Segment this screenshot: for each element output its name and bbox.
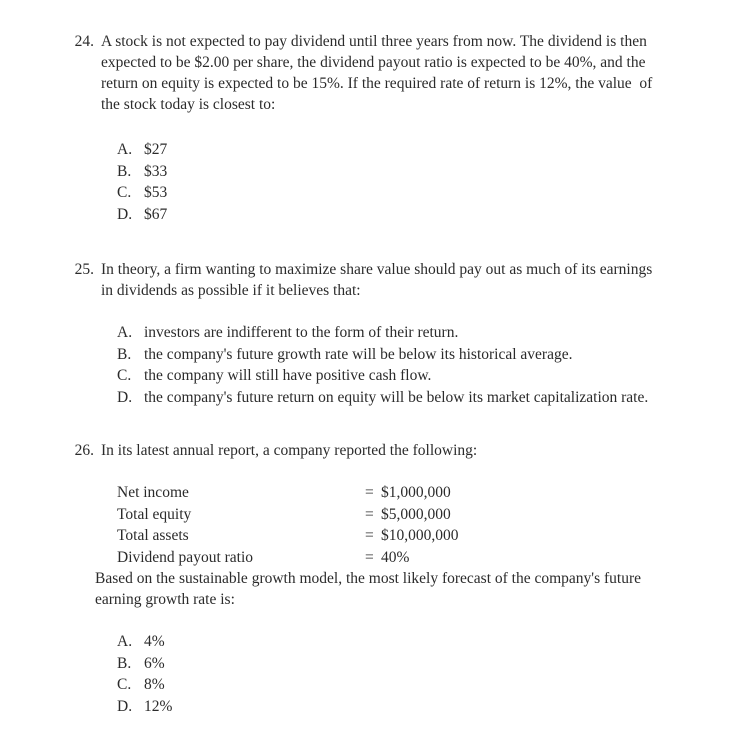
question-25-option-c[interactable] bbox=[117, 365, 745, 387]
question-26-options bbox=[0, 631, 745, 717]
question-24-option-b[interactable] bbox=[117, 161, 745, 183]
question-26-trailing-text bbox=[0, 568, 745, 610]
question-26-option-b[interactable] bbox=[117, 653, 745, 675]
table-cell-equals: = bbox=[365, 548, 374, 566]
table-cell-label: Total assets bbox=[117, 527, 189, 544]
option-text: 8% bbox=[144, 676, 165, 693]
table-cell-value: $1,000,000 bbox=[381, 484, 451, 501]
question-26-financial-table bbox=[0, 482, 745, 568]
table-cell-equals: = bbox=[365, 527, 374, 544]
question-25-stem bbox=[101, 259, 679, 301]
table-cell-equals: = bbox=[365, 505, 374, 523]
question-26-trailing-line-2: earning growth rate is: bbox=[95, 591, 235, 608]
option-letter: C. bbox=[117, 676, 132, 693]
question-26-option-d[interactable] bbox=[117, 696, 745, 718]
question-24-stem-line-3: return on equity is expected to be 15%. If the required rate of return is 12%, the value of bbox=[101, 75, 653, 92]
table-cell-label: Net income bbox=[117, 484, 189, 501]
question-26-stem-line-1: In its latest annual report, a company reported the following: bbox=[101, 442, 478, 459]
question-24 bbox=[0, 31, 745, 115]
question-26-option-a[interactable] bbox=[117, 631, 745, 653]
question-25-stem-line-2: in dividends as possible if it believes that: bbox=[101, 282, 361, 299]
table-cell-value: $10,000,000 bbox=[381, 527, 459, 544]
question-24-options bbox=[0, 139, 745, 225]
table-row bbox=[117, 525, 745, 547]
option-text: the company's future growth rate will be below its historical average. bbox=[144, 345, 573, 363]
question-25-option-b[interactable] bbox=[117, 344, 745, 366]
option-letter: A. bbox=[117, 633, 133, 650]
question-26-stem bbox=[101, 440, 679, 461]
table-cell-value: 40% bbox=[381, 548, 410, 566]
table-row bbox=[117, 504, 745, 526]
question-24-option-d[interactable] bbox=[117, 204, 745, 226]
option-text: $27 bbox=[144, 141, 168, 158]
question-25-option-d[interactable] bbox=[117, 387, 745, 409]
option-letter: B. bbox=[117, 162, 132, 180]
option-letter: B. bbox=[117, 345, 132, 363]
option-text: 6% bbox=[144, 654, 165, 672]
option-text: 4% bbox=[144, 633, 165, 650]
question-25-options bbox=[0, 322, 745, 408]
question-24-option-a[interactable] bbox=[117, 139, 745, 161]
question-24-stem bbox=[101, 31, 679, 115]
option-text: investors are indifferent to the form of their return. bbox=[144, 324, 459, 341]
table-cell-label: Dividend payout ratio bbox=[117, 548, 254, 566]
question-24-option-c[interactable] bbox=[117, 182, 745, 204]
option-letter: A. bbox=[117, 324, 133, 341]
option-text: $33 bbox=[144, 162, 168, 180]
table-row bbox=[117, 482, 745, 504]
option-letter: B. bbox=[117, 654, 132, 672]
question-24-stem-line-4: the stock today is closest to: bbox=[101, 96, 276, 113]
option-text: 12% bbox=[144, 697, 173, 715]
question-24-number: 24. bbox=[74, 33, 94, 50]
question-26-number: 26. bbox=[74, 442, 94, 459]
table-cell-equals: = bbox=[365, 484, 374, 501]
table-cell-label: Total equity bbox=[117, 505, 192, 523]
option-letter: D. bbox=[117, 388, 133, 406]
option-letter: A. bbox=[117, 141, 133, 158]
option-text: the company will still have positive cash flow. bbox=[144, 367, 432, 384]
table-row bbox=[117, 547, 745, 569]
question-26 bbox=[0, 440, 745, 461]
question-26-trailing-line-1: Based on the sustainable growth model, the most likely forecast of the company's future bbox=[95, 570, 642, 587]
option-letter: C. bbox=[117, 367, 132, 384]
option-text: $67 bbox=[144, 205, 168, 223]
question-25 bbox=[0, 259, 745, 301]
question-24-stem-line-1: A stock is not expected to pay dividend until three years from now. The dividend is then bbox=[101, 33, 647, 50]
option-letter: D. bbox=[117, 697, 133, 715]
question-24-stem-line-2: expected to be $2.00 per share, the dividend payout ratio is expected to be 40%, and the bbox=[101, 54, 646, 71]
option-text: $53 bbox=[144, 184, 168, 201]
question-25-number: 25. bbox=[74, 261, 94, 278]
option-letter: D. bbox=[117, 205, 133, 223]
option-letter: C. bbox=[117, 184, 132, 201]
table-cell-value: $5,000,000 bbox=[381, 505, 451, 523]
question-25-stem-line-1: In theory, a firm wanting to maximize share value should pay out as much of its earnings bbox=[101, 261, 653, 278]
question-25-option-a[interactable] bbox=[117, 322, 745, 344]
question-26-option-c[interactable] bbox=[117, 674, 745, 696]
option-text: the company's future return on equity will be below its market capitalization rate. bbox=[144, 388, 649, 406]
